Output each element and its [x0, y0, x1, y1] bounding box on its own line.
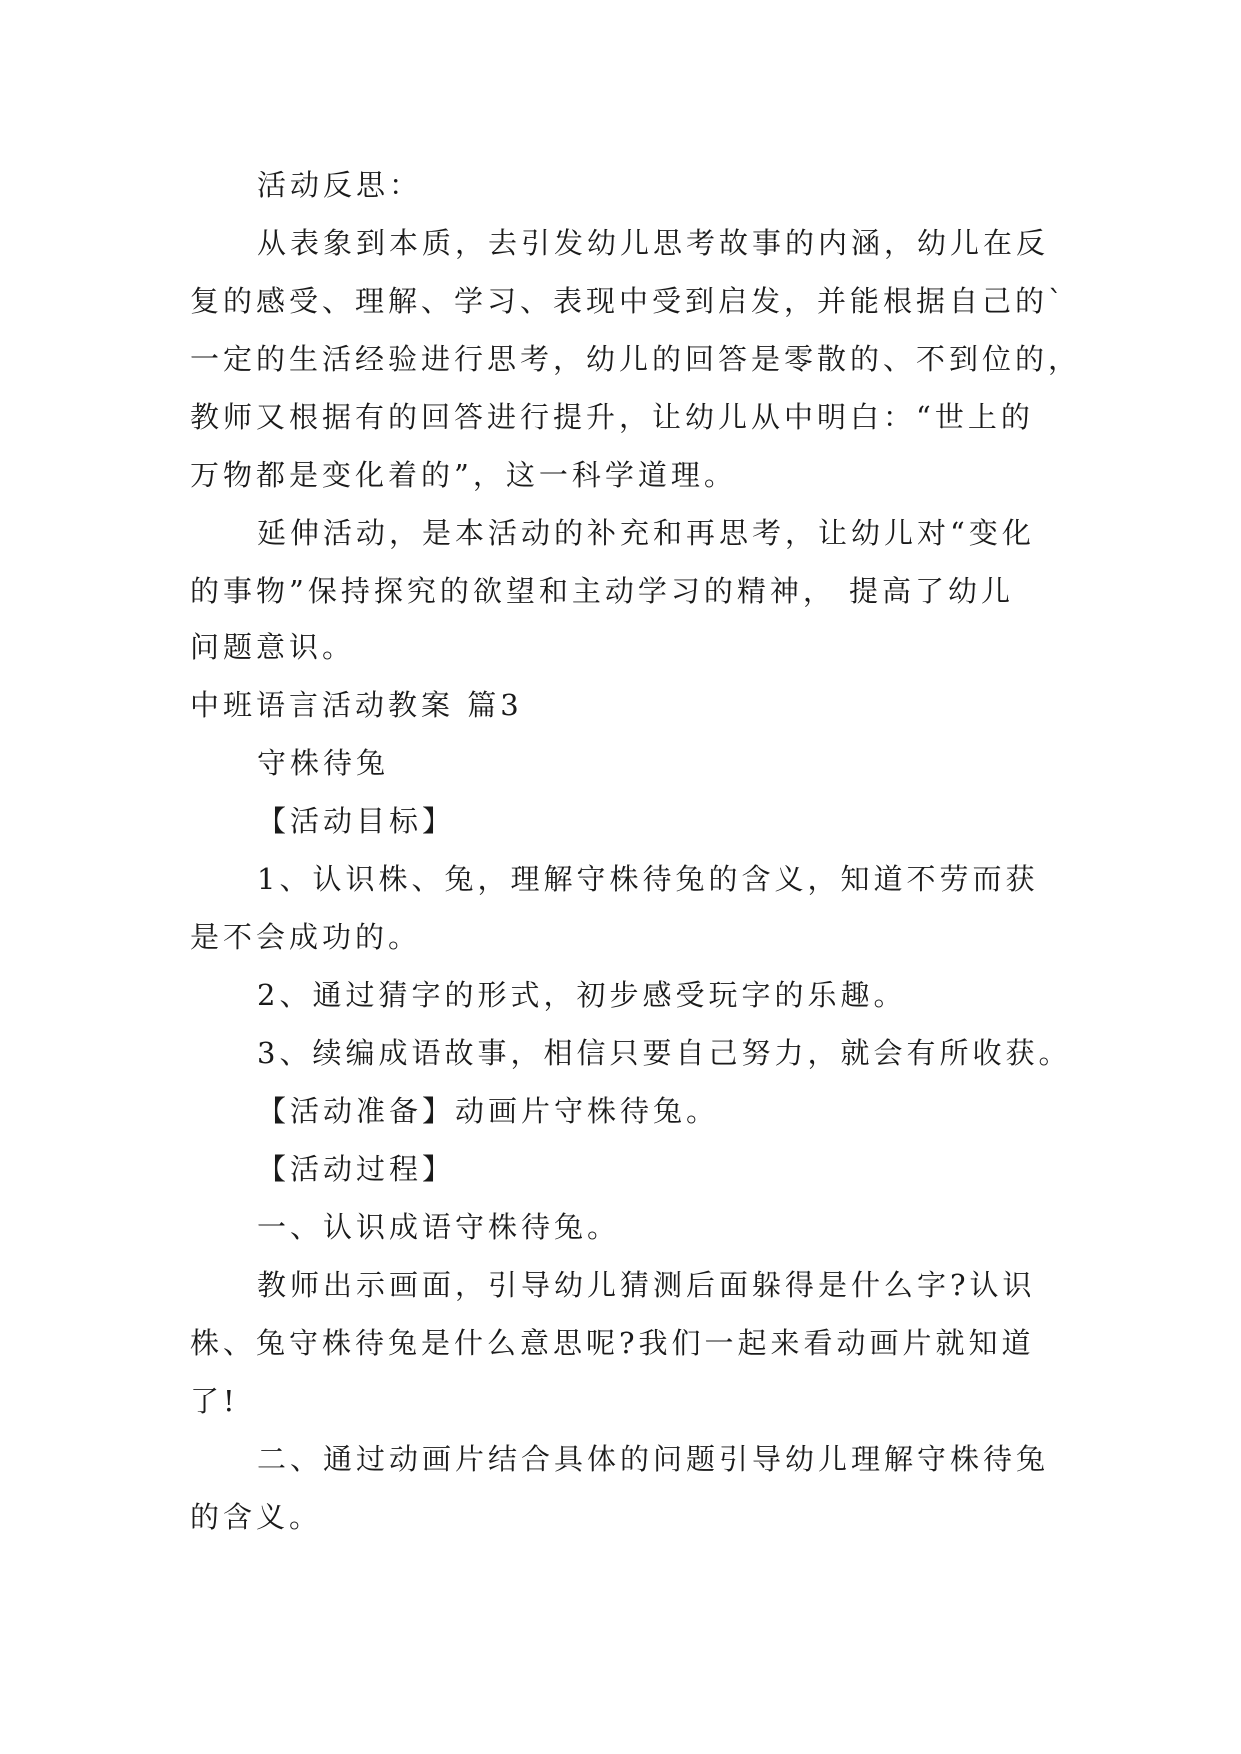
- preparation-line: 【活动准备】动画片守株待兔。: [257, 1094, 720, 1128]
- paragraph-line: 延伸活动，是本活动的补充和再思考，让幼儿对“变化: [257, 516, 1035, 550]
- lesson-title: 守株待兔: [257, 746, 390, 780]
- paragraph-line: 株、兔守株待兔是什么意思呢?我们一起来看动画片就知道: [190, 1326, 1035, 1360]
- paragraph-line: 教师又根据有的回答进行提升，让幼儿从中明白：“世上的: [190, 400, 1034, 434]
- paragraph-line: 的事物”保持探究的欲望和主动学习的精神， 提高了幼儿: [190, 574, 1015, 608]
- paragraph-line: 教师出示画面，引导幼儿猜测后面躲得是什么字?认识: [257, 1268, 1036, 1302]
- paragraph-line: 从表象到本质，去引发幼儿思考故事的内涵，幼儿在反: [257, 226, 1050, 260]
- reflection-heading: 活动反思：: [257, 168, 423, 202]
- paragraph-line: 复的感受、理解、学习、表现中受到启发，并能根据自己的`: [190, 284, 1067, 318]
- goal-item: 1、认识株、兔，理解守株待兔的含义，知道不劳而获: [257, 862, 1039, 896]
- section-title: 中班语言活动教案 篇3: [190, 688, 523, 722]
- process-heading: 【活动过程】: [257, 1152, 456, 1186]
- paragraph-line: 了!: [190, 1384, 239, 1418]
- paragraph-line: 一定的生活经验进行思考，幼儿的回答是零散的、不到位的，: [190, 342, 1082, 376]
- goal-item: 3、续编成语故事，相信只要自己努力，就会有所收获。: [257, 1036, 1072, 1070]
- paragraph-line: 问题意识。: [190, 630, 356, 664]
- paragraph-line: 万物都是变化着的”，这一科学道理。: [190, 458, 737, 492]
- goal-item: 是不会成功的。: [190, 920, 422, 954]
- goals-heading: 【活动目标】: [257, 804, 456, 838]
- process-step: 二、通过动画片结合具体的问题引导幼儿理解守株待兔: [257, 1442, 1050, 1476]
- paragraph-line: 的含义。: [190, 1500, 323, 1534]
- goal-item: 2、通过猜字的形式，初步感受玩字的乐趣。: [257, 978, 907, 1012]
- process-step: 一、认识成语守株待兔。: [257, 1210, 621, 1244]
